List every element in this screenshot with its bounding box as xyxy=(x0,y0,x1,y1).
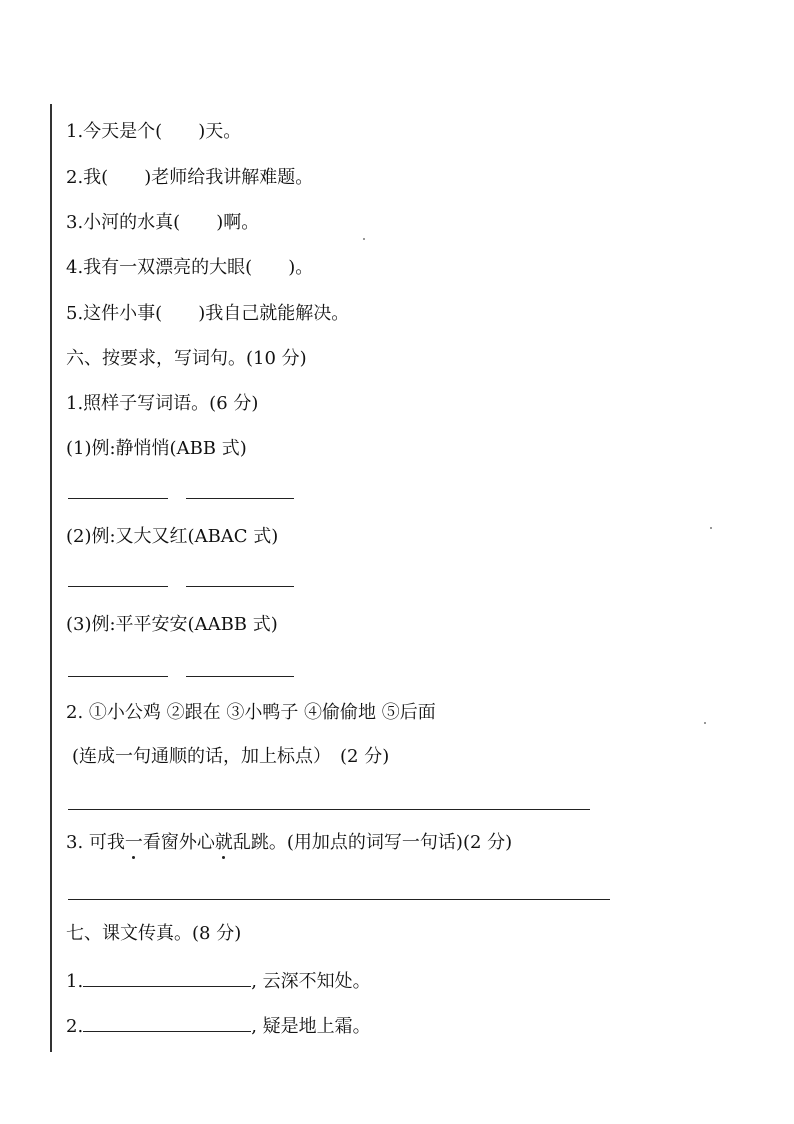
example-2: (2)例:又大又红(ABAC 式) xyxy=(66,526,279,547)
section-6-question-2-instruction: (连成一句通顺的话，加上标点） (2 分) xyxy=(72,746,390,767)
answer-gap[interactable] xyxy=(180,212,216,233)
answer-gap[interactable] xyxy=(162,121,198,142)
scan-speck xyxy=(704,722,706,724)
poem-line-1: 1. , 云深不知处。 xyxy=(66,968,371,994)
emphasis-dotted-char: 一 xyxy=(124,832,143,853)
answer-line[interactable] xyxy=(68,586,168,587)
answer-line[interactable] xyxy=(68,809,590,810)
example-3: (3)例:平平安安(AABB 式) xyxy=(66,614,278,635)
fill-question-1: 1.今天是个( )天。 xyxy=(66,121,242,142)
answer-gap[interactable] xyxy=(252,257,288,278)
poem-blank[interactable] xyxy=(83,968,251,987)
fill-question-5: 5.这件小事( )我自己就能解决。 xyxy=(66,303,350,324)
poem-line-2: 2. , 疑是地上霜。 xyxy=(66,1013,371,1039)
example-1: (1)例:静悄悄(ABB 式) xyxy=(66,438,247,459)
scan-speck xyxy=(363,238,365,240)
answer-gap[interactable] xyxy=(108,167,144,188)
answer-line[interactable] xyxy=(68,498,168,499)
emphasis-dotted-char: 就 xyxy=(214,832,233,853)
answer-line[interactable] xyxy=(186,586,294,587)
answer-line[interactable] xyxy=(186,676,294,677)
section-7-title: 七、课文传真。(8 分) xyxy=(66,923,242,944)
answer-line[interactable] xyxy=(68,676,168,677)
section-6-question-1-title: 1.照样子写词语。(6 分) xyxy=(66,393,259,414)
binding-margin-line xyxy=(50,104,52,1052)
poem-blank[interactable] xyxy=(83,1013,251,1032)
answer-gap[interactable] xyxy=(162,303,198,324)
fill-question-4: 4.我有一双漂亮的大眼( )。 xyxy=(66,257,314,278)
fill-question-2: 2.我( )老师给我讲解难题。 xyxy=(66,167,314,188)
scan-speck xyxy=(710,527,712,529)
section-6-title: 六、按要求，写词句。(10 分) xyxy=(66,348,307,369)
answer-line[interactable] xyxy=(68,899,610,900)
fill-question-3: 3.小河的水真( )啊。 xyxy=(66,212,260,233)
section-6-question-2-words: 2. ①小公鸡 ②跟在 ③小鸭子 ④偷偷地 ⑤后面 xyxy=(66,702,436,723)
section-6-question-3: 3. 可我一看窗外心就乱跳。(用加点的词写一句话)(2 分) xyxy=(66,832,513,853)
answer-line[interactable] xyxy=(186,498,294,499)
